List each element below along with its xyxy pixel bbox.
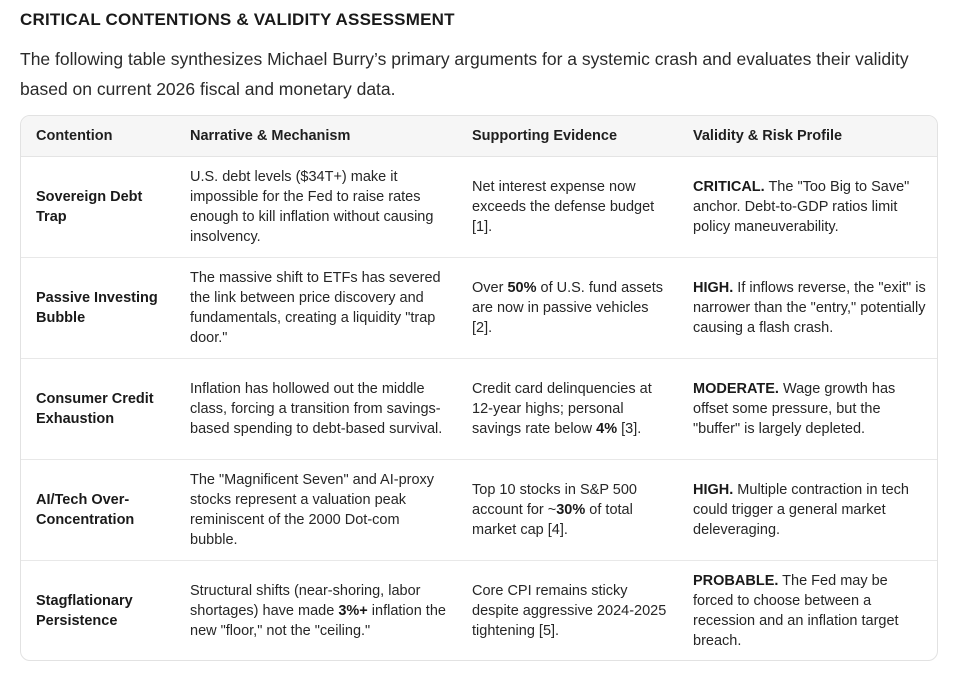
narrative-text: Structural shifts (near-shoring, labor shortages) have made [190, 582, 421, 619]
evidence-text: Top 10 stocks in S&P 500 account for ~ [472, 481, 637, 518]
contention-cell: Consumer Credit Exhaustion [21, 358, 175, 459]
evidence-text: Core CPI remains sticky despite aggressive 2024-2025 tightening [5]. [472, 582, 667, 639]
narrative-cell [175, 560, 457, 661]
contentions-table-container [20, 115, 938, 661]
validity-label: PROBABLE. [693, 572, 779, 589]
narrative-cell: U.S. debt levels ($34T+) make it impossible for the Fed to raise rates enough to kill inflation without causing insolvency. [190, 168, 434, 245]
table-row [21, 156, 938, 257]
validity-cell [678, 257, 938, 358]
table-row [21, 459, 938, 560]
intro-paragraph: The following table synthesizes Michael Burry’s primary arguments for a systemic crash and evaluates their validity based on current 2026 fiscal and monetary data. [20, 49, 909, 99]
header-narrative: Narrative & Mechanism [175, 116, 457, 156]
validity-label: HIGH. [693, 279, 734, 296]
evidence-highlight: 50% [507, 279, 537, 296]
contention-cell: AI/Tech Over-Concentration [21, 459, 175, 560]
table-row [21, 358, 938, 459]
validity-cell [678, 560, 938, 661]
evidence-text: [3]. [617, 420, 642, 437]
contention-cell: Sovereign Debt Trap [36, 188, 143, 225]
contention-cell: Passive Investing Bubble [21, 257, 175, 358]
header-evidence: Supporting Evidence [457, 116, 678, 156]
narrative-highlight: 3%+ [338, 602, 368, 619]
evidence-text: Credit card delinquencies at 12-year highs; personal savings rate below [472, 380, 652, 437]
narrative-text: inflation the new "floor," not the "ceiling." [190, 602, 446, 639]
evidence-cell [457, 358, 678, 459]
evidence-text: of total market cap [4]. [472, 501, 633, 538]
contention-cell: Stagflationary Persistence [21, 560, 175, 661]
header-contention: Contention [21, 116, 175, 156]
validity-text: If inflows reverse, the "exit" is narrower than the "entry," potentially causing a flash crash. [693, 279, 926, 336]
validity-label: HIGH. [693, 481, 734, 498]
narrative-cell: Inflation has hollowed out the middle class, forcing a transition from savings-based spending to debt-based survival. [175, 358, 457, 459]
section-heading: CRITICAL CONTENTIONS & VALIDITY ASSESSMENT [20, 10, 455, 29]
evidence-cell [457, 257, 678, 358]
narrative-cell: The "Magnificent Seven" and AI-proxy stocks represent a valuation peak reminiscent of the 2000 Dot-com bubble. [175, 459, 457, 560]
validity-text: The Fed may be forced to choose between a recession and an inflation target breach. [693, 572, 899, 649]
evidence-cell [457, 156, 678, 257]
header-validity: Validity & Risk Profile [678, 116, 938, 156]
validity-label: MODERATE. [693, 380, 779, 397]
evidence-cell [457, 560, 678, 661]
validity-label: CRITICAL. [693, 178, 765, 195]
table-row [21, 257, 938, 358]
evidence-text: Over [472, 279, 508, 296]
evidence-text: Net interest expense now exceeds the defense budget [1]. [472, 178, 655, 235]
validity-cell [678, 459, 938, 560]
evidence-highlight: 30% [556, 501, 586, 518]
validity-text: The "Too Big to Save" anchor. Debt-to-GDP ratios limit policy maneuverability. [693, 178, 910, 235]
evidence-text: of U.S. fund assets are now in passive vehicles [2]. [472, 279, 664, 336]
evidence-cell [457, 459, 678, 560]
table-header-row [21, 116, 938, 156]
validity-text: Wage growth has offset some pressure, but the "buffer" is largely depleted. [693, 380, 896, 437]
table-row [21, 560, 938, 661]
validity-cell [678, 156, 938, 257]
narrative-cell: The massive shift to ETFs has severed the link between price discovery and fundamentals, creating a liquidity "trap door." [175, 257, 457, 358]
evidence-highlight: 4% [596, 420, 618, 437]
validity-cell [678, 358, 938, 459]
contentions-table [21, 116, 938, 661]
validity-text: Multiple contraction in tech could trigger a general market deleveraging. [693, 481, 909, 538]
